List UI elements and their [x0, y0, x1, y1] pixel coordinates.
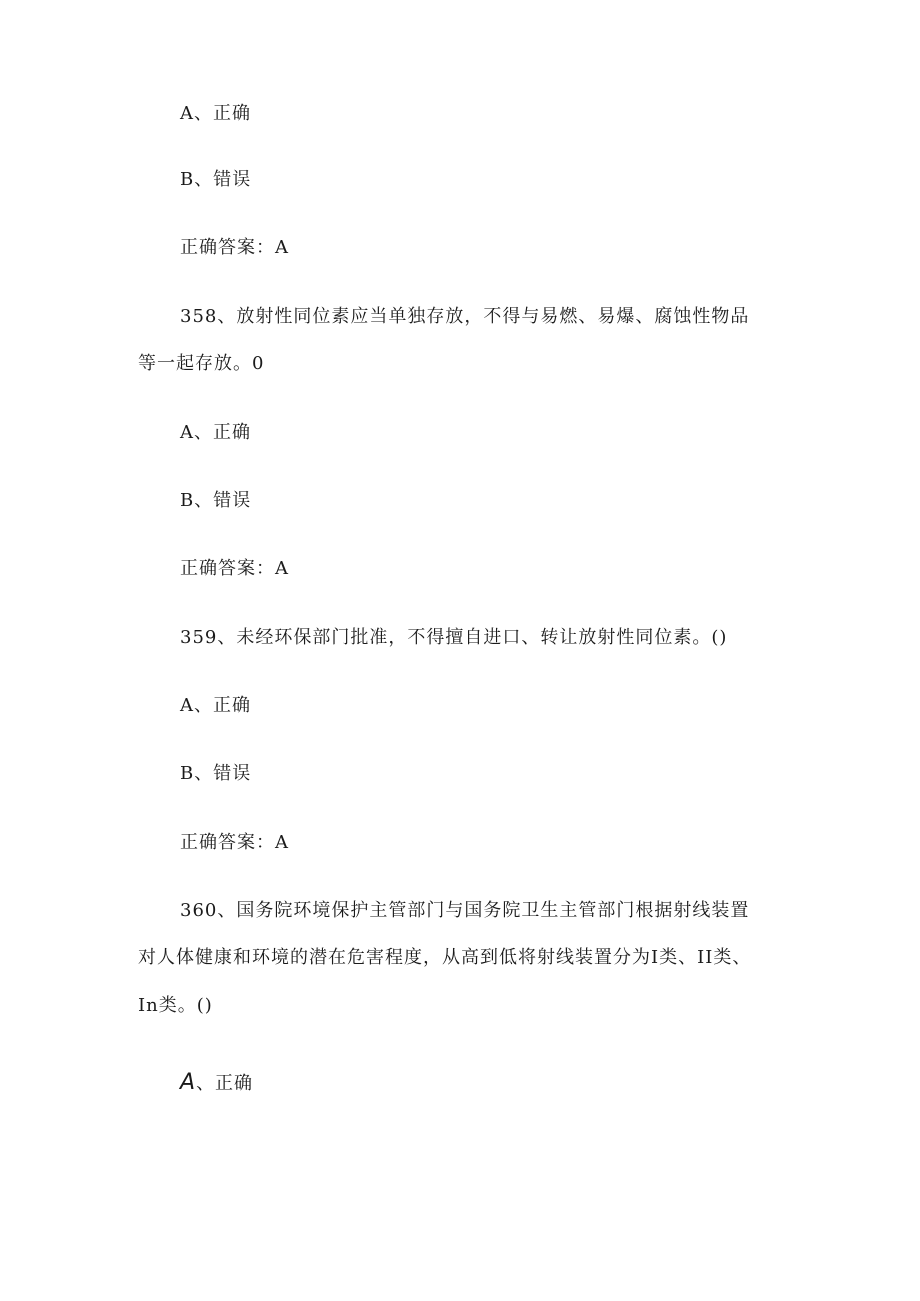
- correct-answer: 正确答案：A: [180, 832, 289, 853]
- correct-answer: 正确答案：A: [180, 237, 289, 258]
- question-360-line-2: 对人体健康和环境的潜在危害程度，从高到低将射线装置分为I类、II类、: [138, 947, 752, 968]
- question-360-line-3: In类。(): [138, 995, 213, 1016]
- option-b: B、错误: [180, 490, 252, 511]
- option-text: 、正确: [196, 1073, 254, 1094]
- option-a: [180, 1071, 253, 1096]
- option-b: B、错误: [180, 763, 252, 784]
- question-358-line-2: 等一起存放。0: [138, 353, 265, 374]
- question-359-line-1: 359、未经环保部门批准，不得擅自进口、转让放射性同位素。(): [180, 627, 728, 648]
- question-360-line-1: 360、国务院环境保护主管部门与国务院卫生主管部门根据射线装置: [180, 900, 750, 921]
- option-a: A、正确: [180, 422, 251, 443]
- option-b: B、错误: [180, 169, 252, 190]
- question-358-line-1: 358、放射性同位素应当单独存放，不得与易燃、易爆、腐蚀性物品: [180, 306, 750, 327]
- option-letter: A: [180, 1070, 197, 1095]
- option-a: A、正确: [180, 103, 251, 124]
- correct-answer: 正确答案：A: [180, 558, 289, 579]
- option-a: A、正确: [180, 695, 251, 716]
